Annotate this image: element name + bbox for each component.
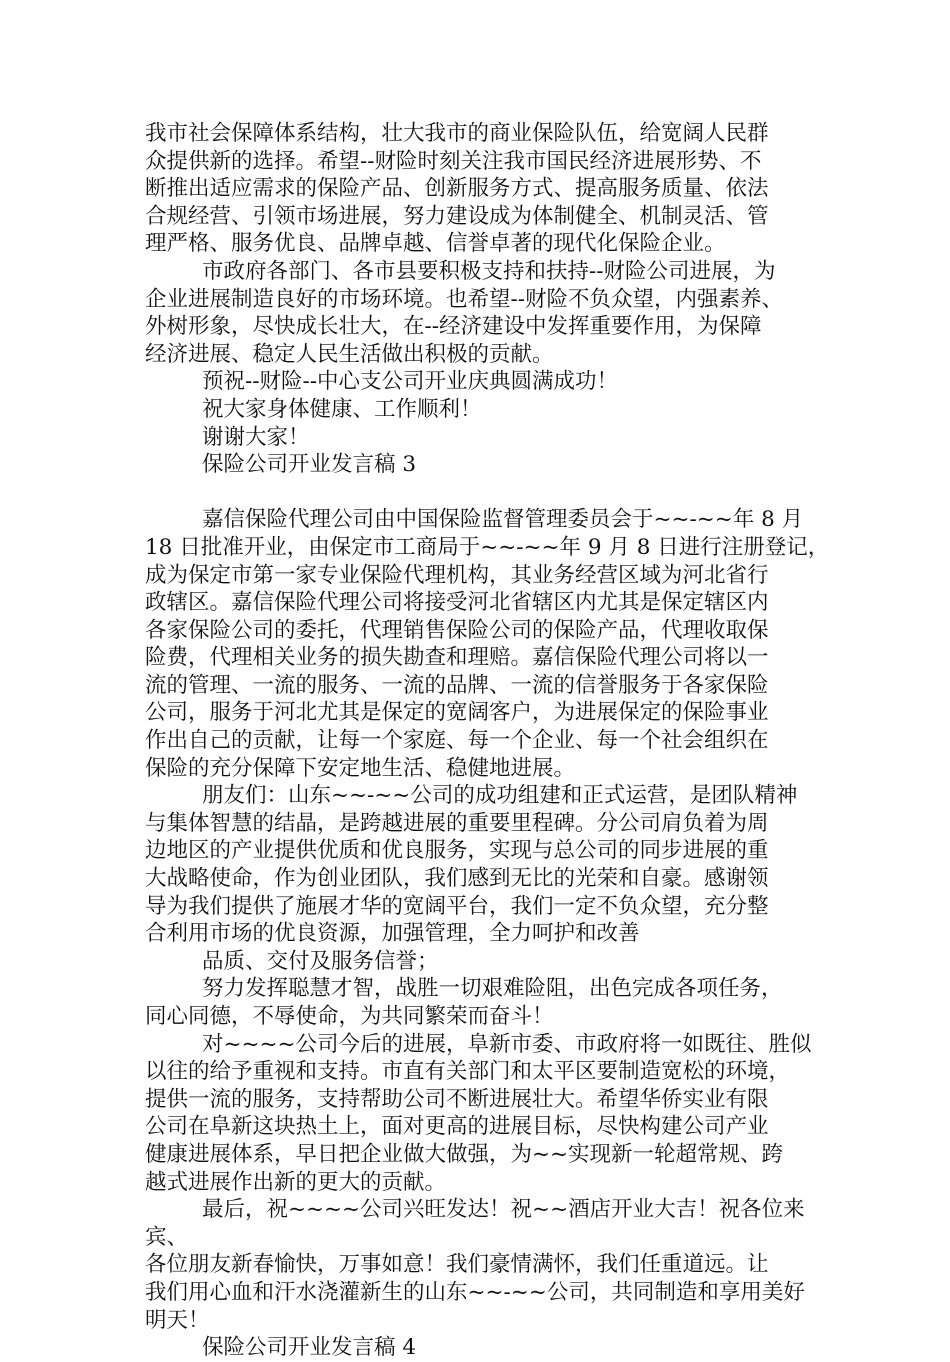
section-heading-3: 保险公司开业发言稿 3: [202, 452, 417, 478]
paragraph-thanks: 谢谢大家！: [202, 424, 310, 450]
paragraph-quality: 品质、交付及服务信誉；: [202, 948, 439, 974]
paragraph-congratulations: 预祝--财险--中心支公司开业庆典圆满成功！: [202, 369, 619, 395]
document-page: [145, 120, 833, 1362]
paragraph-jiaxin-agency: 嘉信保险代理公司由中国保险监督管理委员会于~~-~~年 8 月 18 日批准开业，由保定市工商局于~~-~~年 9 月 8 日进行注册登记， 成为保定市第一家专业保险代理机构，其业务经营区域为河北省行 政辖区。嘉信保险代理公司将接受河北省辖区内尤其是保定辖区内 各家保险公司的委托，代理销售保险公司的保险产品，代理收取保 险费，代理相关业务的损失勘查和理赔。嘉信保险代理公司将以一 流的管理、一流的服务、一流的品牌、一流的信誉服务于各家保险 公司，服务于河北尤其是保定的宽阔客户，为进展保定的保险事业 作出自己的贡献，让每一个家庭、每一个企业、每一个社会组织在 保险的充分保障下安定地生活、稳健地进展。: [145, 507, 830, 781]
paragraph-fuxin-support: 对~~~~公司今后的进展，阜新市委、市政府将一如既往、胜似 以往的给予重视和支持。市直有关部门和太平区要制造宽松的环境， 提供一流的服务，支持帮助公司不断进展壮大。希望华侨实业有限 公司在阜新这块热土上，面对更高的进展目标，尽快构建公司产业 健康进展体系，早日把企业做大做强，为~~实现新一轮超常规、跨 越式进展作出新的更大的贡献。: [145, 1031, 812, 1195]
paragraph-government-support: 市政府各部门、各市县要积极支持和扶持--财险公司进展，为 企业进展制造良好的市场环境。也希望--财险不负众望，内强素养、 外树形象，尽快成长壮大，在--经济建设中发挥重要作用，为保障 经济进展、稳定人民生活做出积极的贡献。: [145, 258, 784, 367]
paragraph-effort: 努力发挥聪慧才智，战胜一切艰难险阻，出色完成各项任务， 同心同德，不辱使命，为共同繁荣而奋斗！: [145, 976, 783, 1029]
paragraph-wishes: 祝大家身体健康、工作顺利！: [202, 396, 482, 422]
paragraph-final-wishes: 最后，祝~~~~公司兴旺发达！祝~~酒店开业大吉！祝各位来宾、 各位朋友新春愉快，万事如意！我们豪情满怀，我们任重道远。让 我们用心血和汗水浇灌新生的山东~~-~~公司，共同制造和享用美好 明天！: [145, 1197, 805, 1333]
blank-line: [145, 479, 833, 507]
paragraph-social-security: 我市社会保障体系结构，壮大我市的商业保险队伍，给宽阔人民群 众提供新的选择。希望--财险时刻关注我市国民经济进展形势、不 断推出适应需求的保险产品、创新服务方式、提高服务质量、依法 合规经营、引领市场进展，努力建设成为体制健全、机制灵活、管 理严格、服务优良、品牌卓越、信誉卓著的现代化保险企业。: [145, 121, 769, 257]
paragraph-friends: 朋友们：山东~~-~~公司的成功组建和正式运营，是团队精神 与集体智慧的结晶，是跨越进展的重要里程碑。分公司肩负着为周 边地区的产业提供优质和优良服务，实现与总公司的同步进展的重 大战略使命，作为创业团队，我们感到无比的光荣和自豪。感谢领 导为我们提供了施展才华的宽阔平台，我们一定不负众望，充分整 合利用市场的优良资源，加强管理，全力呵护和改善: [145, 783, 798, 947]
section-heading-4: 保险公司开业发言稿 4: [202, 1335, 417, 1361]
